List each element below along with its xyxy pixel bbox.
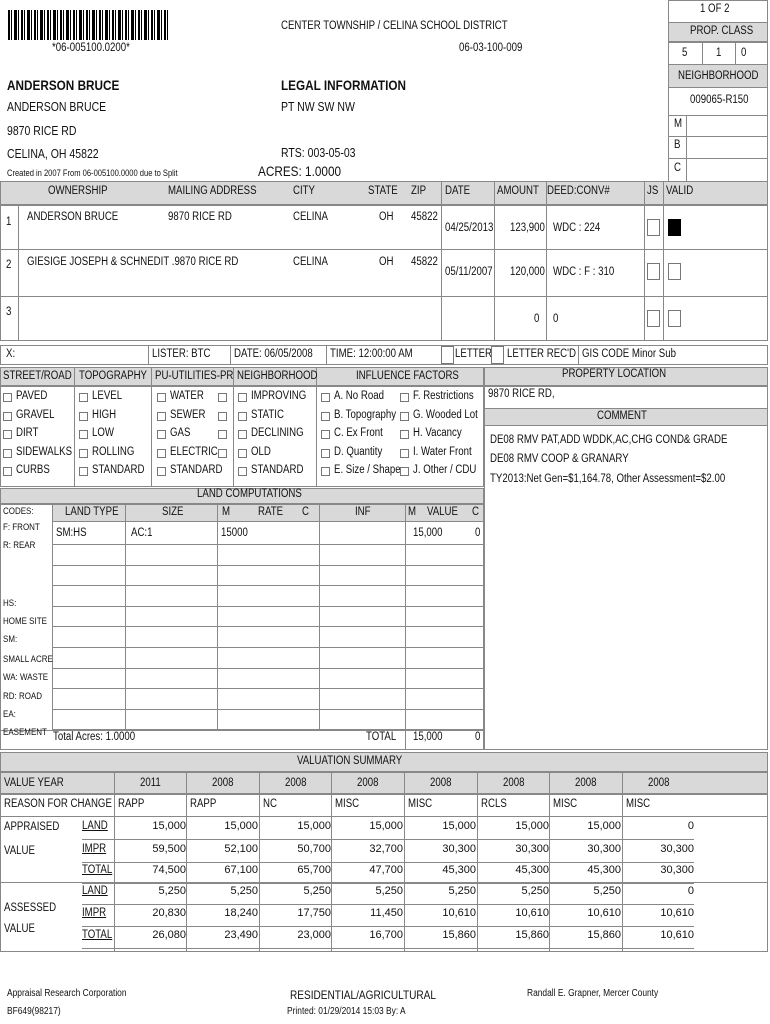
mbc-c: C bbox=[674, 162, 681, 174]
row-deed: 0 bbox=[553, 313, 559, 325]
utilities-checkbox[interactable] bbox=[157, 449, 166, 458]
col-mailing-address: MAILING ADDRESS bbox=[168, 185, 257, 197]
lister: LISTER: BTC bbox=[152, 348, 211, 360]
row-label-total: TOTAL bbox=[82, 929, 113, 941]
col-amount: AMOUNT bbox=[497, 185, 539, 197]
neighborhood-checkbox[interactable] bbox=[238, 430, 247, 439]
land-rate: 15000 bbox=[221, 527, 248, 539]
land-row-line bbox=[52, 647, 484, 648]
land-row-line bbox=[52, 709, 484, 710]
value-year: 2008 bbox=[575, 777, 597, 789]
row-deed: WDC : F : 310 bbox=[553, 266, 615, 278]
value-cell: 15,000 bbox=[369, 820, 403, 832]
topography-checkbox[interactable] bbox=[79, 412, 88, 421]
val-row-line bbox=[82, 839, 694, 840]
utilities-item-label: ELECTRIC bbox=[170, 445, 218, 458]
value-cell: 10,610 bbox=[442, 907, 476, 919]
district-name: CENTER TOWNSHIP / CELINA SCHOOL DISTRICT bbox=[281, 20, 508, 32]
col-zip: ZIP bbox=[411, 185, 427, 197]
value-year: 2008 bbox=[357, 777, 379, 789]
reason: MISC bbox=[553, 798, 578, 810]
influence-item-label: I. Water Front bbox=[413, 445, 472, 458]
street_road-checkbox[interactable] bbox=[3, 430, 12, 439]
acres: ACRES: 1.0000 bbox=[258, 163, 342, 179]
row-zip: 45822 bbox=[411, 211, 438, 223]
utilities-item-label: STANDARD bbox=[170, 464, 223, 477]
total-acres: Total Acres: 1.0000 bbox=[53, 731, 136, 743]
prop-class-label: PROP. CLASS bbox=[690, 25, 754, 37]
value-cell: 5,250 bbox=[158, 885, 186, 897]
row-date: 05/11/2007 bbox=[445, 266, 493, 278]
value-year: 2008 bbox=[430, 777, 452, 789]
district-code: 06-03-100-009 bbox=[459, 42, 523, 54]
value-cell: 15,000 bbox=[587, 820, 621, 832]
value-cell: 5,250 bbox=[521, 885, 549, 897]
page-number: 1 OF 2 bbox=[700, 3, 730, 15]
land-code: F: FRONT bbox=[3, 522, 40, 533]
value-cell: 15,000 bbox=[224, 820, 258, 832]
land-row-line bbox=[52, 688, 484, 689]
neighborhood-item-label: STATIC bbox=[251, 408, 284, 421]
land-code: RD: ROAD bbox=[3, 691, 43, 702]
comment-line: TY2013:Net Gen=$1,164.78, Other Assessment=$2.00 bbox=[490, 473, 726, 485]
land-col-type: LAND TYPE bbox=[65, 506, 119, 518]
influence-item-label: G. Wooded Lot bbox=[413, 408, 478, 421]
mbc-b: B bbox=[674, 139, 681, 151]
value-cell: 5,250 bbox=[230, 885, 258, 897]
row-city: CELINA bbox=[293, 211, 328, 223]
influence-item-label: A. No Road bbox=[334, 390, 384, 402]
row-amount: 0 bbox=[534, 313, 540, 325]
land-code: SM: bbox=[3, 634, 18, 645]
letter-checkbox[interactable] bbox=[441, 346, 454, 364]
row-deed: WDC : 224 bbox=[553, 222, 601, 234]
assessed-label-2: VALUE bbox=[4, 923, 35, 935]
letter-recd-checkbox[interactable] bbox=[491, 346, 504, 364]
footer-form: BF649(98217) bbox=[7, 1006, 61, 1017]
utilities-title: PU-UTILITIES-PR bbox=[155, 370, 234, 382]
reason: RAPP bbox=[118, 798, 145, 810]
value-cell: 67,100 bbox=[224, 864, 258, 876]
land-row-line bbox=[52, 565, 484, 566]
land-size: AC:1 bbox=[131, 527, 153, 539]
land-row-line bbox=[52, 606, 484, 607]
land-code: SMALL ACRE bbox=[3, 654, 53, 665]
legal-title: LEGAL INFORMATION bbox=[281, 77, 407, 93]
parcel-number: *06-005100.0200* bbox=[52, 42, 130, 54]
col-city: CITY bbox=[293, 185, 316, 197]
value-cell: 26,080 bbox=[152, 929, 186, 941]
val-row-line bbox=[82, 862, 694, 863]
neighborhood-code: 009065-R150 bbox=[690, 94, 749, 106]
land-c: 0 bbox=[475, 527, 481, 539]
value-cell: 32,700 bbox=[369, 843, 403, 855]
value-cell: 0 bbox=[687, 820, 694, 832]
owner-name: ANDERSON BRUCE bbox=[7, 100, 107, 114]
value-cell: 15,000 bbox=[442, 820, 476, 832]
neighborhood-checkbox[interactable] bbox=[238, 412, 247, 421]
row-number: 3 bbox=[6, 306, 12, 318]
land-code: EA: bbox=[3, 709, 16, 720]
utilities-pr-checkbox[interactable] bbox=[218, 393, 227, 402]
neighborhood-checkbox[interactable] bbox=[238, 393, 247, 402]
letter-label: LETTER bbox=[455, 348, 493, 360]
row-state: OH bbox=[379, 256, 394, 268]
influence-item-label: E. Size / Shape bbox=[334, 464, 401, 477]
influence-item-label: H. Vacancy bbox=[413, 427, 462, 440]
land-code: HOME SITE bbox=[3, 616, 47, 627]
influence-item-label: B. Topography bbox=[334, 408, 397, 421]
influence-checkbox[interactable] bbox=[400, 449, 409, 458]
reason-label: REASON FOR CHANGE bbox=[4, 798, 112, 810]
land-col-inf: INF bbox=[355, 506, 371, 518]
land-col-m2: M bbox=[408, 506, 417, 518]
prop-class-digit: 0 bbox=[741, 47, 747, 59]
lister-time: TIME: 12:00:00 AM bbox=[330, 348, 413, 360]
street_road-item-label: DIRT bbox=[16, 427, 39, 440]
col-deed: DEED:CONV# bbox=[547, 185, 610, 197]
neighborhood-title: NEIGHBORHOOD bbox=[237, 370, 318, 382]
value-cell: 15,000 bbox=[515, 820, 549, 832]
row-label-impr: IMPR bbox=[82, 843, 107, 855]
value-year: 2008 bbox=[212, 777, 234, 789]
value-cell: 23,000 bbox=[297, 929, 331, 941]
reason: RAPP bbox=[190, 798, 217, 810]
utilities-checkbox[interactable] bbox=[157, 467, 166, 476]
value-cell: 45,300 bbox=[587, 864, 621, 876]
influence-checkbox[interactable] bbox=[321, 449, 330, 458]
rts: RTS: 003-05-03 bbox=[281, 146, 356, 160]
topography-item-label: ROLLING bbox=[92, 445, 135, 458]
street_road-item-label: SIDEWALKS bbox=[16, 445, 73, 458]
val-row-line bbox=[82, 926, 694, 927]
street_road-checkbox[interactable] bbox=[3, 412, 12, 421]
value-cell: 15,860 bbox=[587, 929, 621, 941]
value-cell: 10,610 bbox=[587, 907, 621, 919]
influence-checkbox[interactable] bbox=[321, 430, 330, 439]
value-cell: 0 bbox=[687, 885, 694, 897]
row-owner: GIESIGE JOSEPH & SCHNEDIT .9870 RICE RD bbox=[27, 256, 239, 268]
row-number: 1 bbox=[6, 216, 12, 228]
value-cell: 15,000 bbox=[152, 820, 186, 832]
x-field: X: bbox=[6, 348, 16, 360]
land-code: R: REAR bbox=[3, 540, 36, 551]
utilities-checkbox[interactable] bbox=[157, 430, 166, 439]
topography-checkbox[interactable] bbox=[79, 430, 88, 439]
street-road-title: STREET/ROAD bbox=[3, 370, 72, 382]
gis-code: GIS CODE Minor Sub bbox=[582, 348, 676, 360]
value-cell: 74,500 bbox=[152, 864, 186, 876]
value-cell: 18,240 bbox=[224, 907, 258, 919]
valid-checkbox[interactable] bbox=[668, 263, 681, 280]
land-row-line bbox=[52, 544, 484, 545]
value-cell: 5,250 bbox=[448, 885, 476, 897]
influence-checkbox[interactable] bbox=[400, 412, 409, 421]
reason: RCLS bbox=[481, 798, 507, 810]
topography-item-label: STANDARD bbox=[92, 464, 145, 477]
influence-checkbox[interactable] bbox=[321, 412, 330, 421]
influence-item-label: D. Quantity bbox=[334, 445, 383, 458]
barcode bbox=[8, 10, 170, 40]
land-row-line bbox=[52, 585, 484, 586]
influence-checkbox[interactable] bbox=[321, 393, 330, 402]
col-state: STATE bbox=[368, 185, 398, 197]
land-total-label: TOTAL bbox=[366, 731, 397, 743]
land-code: WA: WASTE bbox=[3, 672, 49, 683]
value-cell: 5,250 bbox=[303, 885, 331, 897]
neighborhood-checkbox[interactable] bbox=[238, 449, 247, 458]
topography-checkbox[interactable] bbox=[79, 467, 88, 476]
value-cell: 45,300 bbox=[515, 864, 549, 876]
lister-date: DATE: 06/05/2008 bbox=[234, 348, 313, 360]
reason: MISC bbox=[408, 798, 433, 810]
property-location-title: PROPERTY LOCATION bbox=[562, 368, 667, 380]
value-cell: 15,860 bbox=[442, 929, 476, 941]
value-cell: 5,250 bbox=[375, 885, 403, 897]
comment-title: COMMENT bbox=[597, 410, 647, 422]
row-address: 9870 RICE RD bbox=[168, 211, 232, 223]
neighborhood-item-label: DECLINING bbox=[251, 427, 304, 440]
influence-checkbox[interactable] bbox=[321, 467, 330, 476]
street_road-checkbox[interactable] bbox=[3, 467, 12, 476]
land-col-size: SIZE bbox=[162, 506, 184, 518]
land-total-value: 15,000 bbox=[413, 731, 443, 743]
property-address: 9870 RICE RD, bbox=[488, 388, 555, 400]
footer-company: Appraisal Research Corporation bbox=[7, 988, 127, 999]
neighborhood-label: NEIGHBORHOOD bbox=[678, 70, 759, 82]
value-year: 2008 bbox=[285, 777, 307, 789]
street_road-item-label: CURBS bbox=[16, 464, 50, 477]
land-col-c2: C bbox=[472, 506, 479, 518]
mbc-m: M bbox=[674, 118, 683, 130]
topography-checkbox[interactable] bbox=[79, 449, 88, 458]
footer-printed: Printed: 01/29/2014 15:03 By: A bbox=[287, 1006, 406, 1017]
split-note: Created in 2007 From 06-005100.0000 due to Split bbox=[7, 168, 178, 178]
col-js: JS bbox=[647, 185, 659, 197]
prop-class-digit: 1 bbox=[716, 47, 722, 59]
assessed-label: ASSESSED bbox=[4, 902, 57, 914]
influence-item-label: J. Other / CDU bbox=[413, 464, 477, 477]
row-label-total: TOTAL bbox=[82, 864, 113, 876]
row-amount: 120,000 bbox=[510, 266, 545, 278]
value-cell: 15,000 bbox=[297, 820, 331, 832]
land-col-value: VALUE bbox=[427, 506, 458, 518]
street_road-checkbox[interactable] bbox=[3, 449, 12, 458]
value-cell: 30,300 bbox=[660, 843, 694, 855]
reason: NC bbox=[263, 798, 277, 810]
row-zip: 45822 bbox=[411, 256, 438, 268]
owner-address: 9870 RICE RD bbox=[7, 124, 77, 138]
land-row-line bbox=[52, 626, 484, 627]
topography-item-label: LEVEL bbox=[92, 390, 123, 402]
row-owner: ANDERSON BRUCE bbox=[27, 211, 119, 223]
utilities-pr-checkbox[interactable] bbox=[218, 412, 227, 421]
utilities-pr-checkbox[interactable] bbox=[218, 430, 227, 439]
owner-name-heading: ANDERSON BRUCE bbox=[7, 77, 120, 93]
value-cell: 30,300 bbox=[587, 843, 621, 855]
utilities-item-label: GAS bbox=[170, 427, 191, 440]
topography-title: TOPOGRAPHY bbox=[79, 370, 148, 382]
value-cell: 23,490 bbox=[224, 929, 258, 941]
value-cell: 30,300 bbox=[442, 843, 476, 855]
land-row-line bbox=[52, 668, 484, 669]
value-cell: 45,300 bbox=[442, 864, 476, 876]
js-checkbox[interactable] bbox=[647, 219, 660, 236]
utilities-pr-checkbox[interactable] bbox=[218, 449, 227, 458]
land-code: HS: bbox=[3, 598, 17, 609]
row-label-land: LAND bbox=[82, 820, 108, 832]
land-code: CODES: bbox=[3, 506, 34, 517]
street_road-item-label: PAVED bbox=[16, 390, 48, 402]
val-row-line bbox=[82, 883, 694, 884]
value-cell: 20,830 bbox=[152, 907, 186, 919]
footer-auditor: Randall E. Grapner, Mercer County bbox=[527, 988, 659, 999]
topography-item-label: HIGH bbox=[92, 408, 117, 421]
value-cell: 15,860 bbox=[515, 929, 549, 941]
valid-checkbox[interactable] bbox=[668, 310, 681, 327]
value-cell: 11,450 bbox=[370, 907, 403, 919]
letter-recd-label: LETTER REC'D bbox=[507, 348, 576, 360]
influence-title: INFLUENCE FACTORS bbox=[356, 370, 459, 382]
topography-item-label: LOW bbox=[92, 427, 115, 440]
land-col-m: M bbox=[222, 506, 231, 518]
value-cell: 30,300 bbox=[515, 843, 549, 855]
comment-line: DE08 RMV COOP & GRANARY bbox=[490, 453, 629, 465]
neighborhood-item-label: IMPROVING bbox=[251, 390, 307, 402]
reason: MISC bbox=[626, 798, 651, 810]
value-cell: 10,610 bbox=[515, 907, 549, 919]
col-date: DATE bbox=[445, 185, 471, 197]
land-col-c: C bbox=[302, 506, 309, 518]
row-amount: 123,900 bbox=[510, 222, 545, 234]
utilities-item-label: SEWER bbox=[170, 408, 206, 421]
land-total-line bbox=[0, 730, 484, 731]
value-cell: 50,700 bbox=[297, 843, 331, 855]
valuation-title: VALUATION SUMMARY bbox=[297, 755, 403, 767]
val-row-line bbox=[82, 904, 694, 905]
row-label-impr: IMPR bbox=[82, 907, 107, 919]
comment-line: DE08 RMV PAT,ADD WDDK,AC,CHG COND& GRADE bbox=[490, 434, 728, 446]
owner-city-state: CELINA, OH 45822 bbox=[7, 147, 99, 161]
row-number: 2 bbox=[6, 259, 12, 271]
value-cell: 30,300 bbox=[660, 864, 694, 876]
land-computations-title: LAND COMPUTATIONS bbox=[197, 488, 302, 500]
appraised-label: APPRAISED bbox=[4, 821, 60, 833]
reason: MISC bbox=[335, 798, 360, 810]
col-ownership: OWNERSHIP bbox=[48, 185, 108, 197]
influence-checkbox[interactable] bbox=[400, 393, 409, 402]
utilities-item-label: WATER bbox=[170, 390, 204, 402]
influence-item-label: C. Ex Front bbox=[334, 427, 383, 440]
col-valid: VALID bbox=[666, 185, 694, 197]
valid-checkbox-checked[interactable] bbox=[668, 219, 681, 236]
land-total-c: 0 bbox=[475, 731, 481, 743]
utilities-checkbox[interactable] bbox=[157, 412, 166, 421]
influence-checkbox[interactable] bbox=[400, 467, 409, 476]
row-date: 04/25/2013 bbox=[445, 222, 494, 234]
value-cell: 59,500 bbox=[152, 843, 186, 855]
value-cell: 47,700 bbox=[369, 864, 403, 876]
js-checkbox[interactable] bbox=[647, 263, 660, 280]
value-cell: 10,610 bbox=[660, 907, 694, 919]
neighborhood-item-label: STANDARD bbox=[251, 464, 304, 477]
neighborhood-checkbox[interactable] bbox=[238, 467, 247, 476]
topography-checkbox[interactable] bbox=[79, 393, 88, 402]
value-cell: 17,750 bbox=[297, 907, 331, 919]
row-state: OH bbox=[379, 211, 394, 223]
land-type: SM:HS bbox=[56, 527, 87, 539]
row-label-land: LAND bbox=[82, 885, 108, 897]
appraised-label-2: VALUE bbox=[4, 845, 35, 857]
val-row-line bbox=[82, 948, 694, 949]
neighborhood-item-label: OLD bbox=[251, 445, 271, 458]
value-year: 2008 bbox=[503, 777, 525, 789]
land-col-rate: RATE bbox=[258, 506, 284, 518]
influence-checkbox[interactable] bbox=[400, 430, 409, 439]
value-year: 2008 bbox=[648, 777, 670, 789]
influence-item-label: F. Restrictions bbox=[413, 390, 474, 402]
footer-type: RESIDENTIAL/AGRICULTURAL bbox=[290, 988, 437, 1002]
value-cell: 65,700 bbox=[297, 864, 331, 876]
value-cell: 10,610 bbox=[660, 929, 694, 941]
row-city: CELINA bbox=[293, 256, 328, 268]
value-year-label: VALUE YEAR bbox=[4, 777, 64, 789]
prop-class-digit: 5 bbox=[682, 47, 688, 59]
street_road-checkbox[interactable] bbox=[3, 393, 12, 402]
legal-description: PT NW SW NW bbox=[281, 100, 355, 114]
value-cell: 5,250 bbox=[593, 885, 621, 897]
js-checkbox[interactable] bbox=[647, 310, 660, 327]
land-value: 15,000 bbox=[413, 527, 443, 539]
value-cell: 52,100 bbox=[224, 843, 258, 855]
utilities-checkbox[interactable] bbox=[157, 393, 166, 402]
value-cell: 16,700 bbox=[369, 929, 403, 941]
value-year: 2011 bbox=[140, 777, 161, 789]
street_road-item-label: GRAVEL bbox=[16, 408, 55, 421]
land-code: EASEMENT bbox=[3, 727, 47, 738]
